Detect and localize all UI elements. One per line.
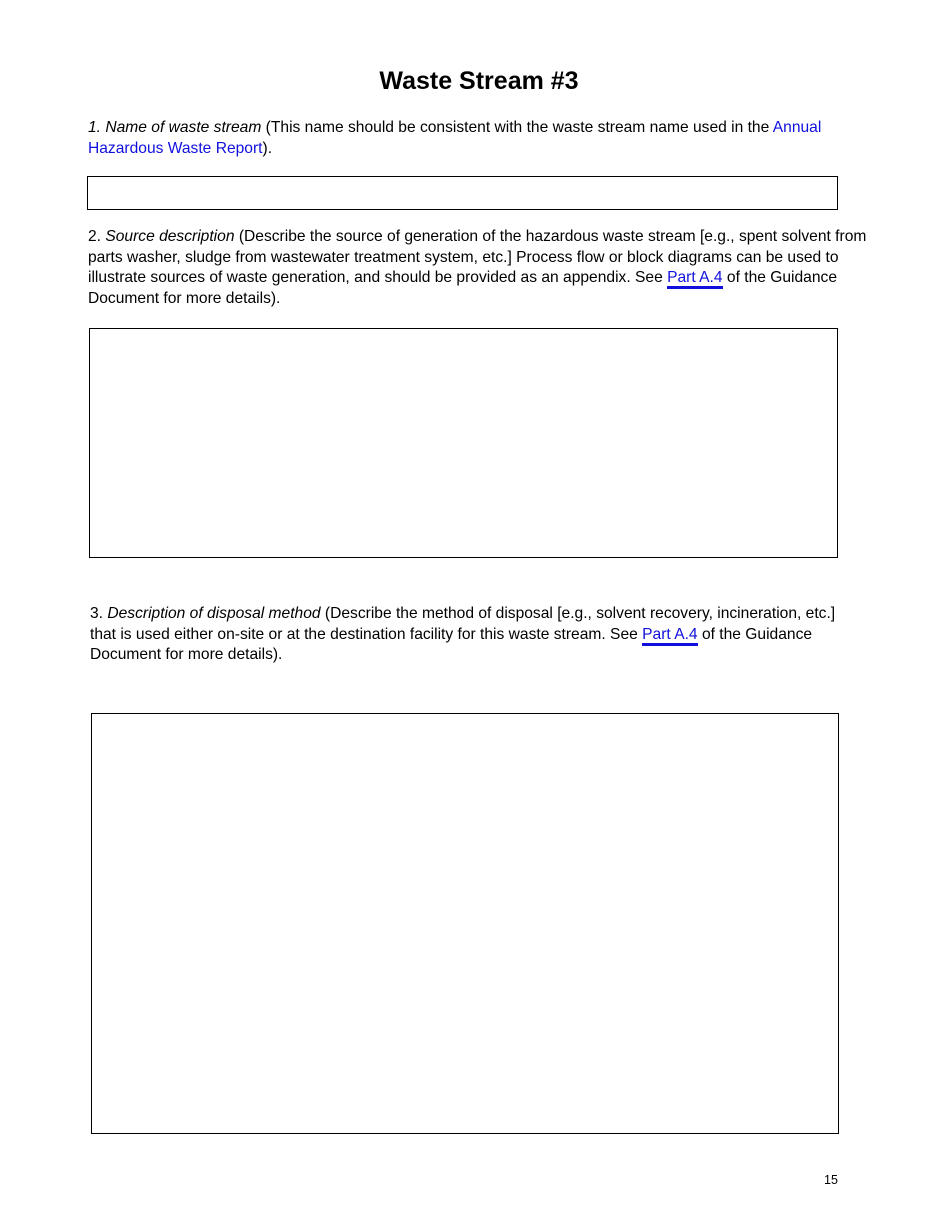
disposal-method-instructions [90, 604, 858, 666]
source-description-text: (Describe the source of generation of the hazardous waste stream [e.g., spent solvent from parts washer, sludge from wastewater treatment system, etc.] Process flow or block diagrams can be used to illustrate sources of waste generation, and should be provided as an appendix. See [88, 228, 867, 286]
waste-stream-name-field[interactable] [87, 176, 838, 210]
page-number: 15 [824, 1173, 838, 1187]
disposal-method-text-end: of the Guidance Document for more details). [90, 625, 813, 663]
disposal-method-text: (Describe the method of disposal [e.g., solvent recovery, incineration, etc.] that is used either on-site or at the destination facility for this waste stream. See [90, 605, 836, 643]
annual-hazardous-waste-report-link[interactable]: Annual Hazardous Waste Report [88, 119, 822, 157]
source-description-instructions [88, 227, 878, 309]
source-description-number: 2. [88, 228, 106, 245]
waste-stream-name-text: (This name should be consistent with the waste stream name used in the [261, 119, 773, 136]
waste-stream-name-label: 1. Name of waste stream [88, 119, 262, 136]
page-title: Waste Stream #3 [379, 67, 579, 95]
part-a4-link-disposal[interactable]: Part A.4 [642, 626, 697, 646]
source-description-label: Source description [105, 228, 235, 245]
disposal-method-number: 3. [90, 605, 108, 622]
source-description-text-end: of the Guidance Document for more details). [88, 269, 837, 307]
part-a4-link-source[interactable]: Part A.4 [667, 269, 722, 289]
source-description-field[interactable] [89, 328, 838, 558]
waste-stream-name-text-end: ). [262, 139, 273, 157]
waste-stream-name-instructions [88, 118, 848, 159]
disposal-method-field[interactable] [91, 713, 839, 1134]
disposal-method-label: Description of disposal method [107, 605, 321, 622]
